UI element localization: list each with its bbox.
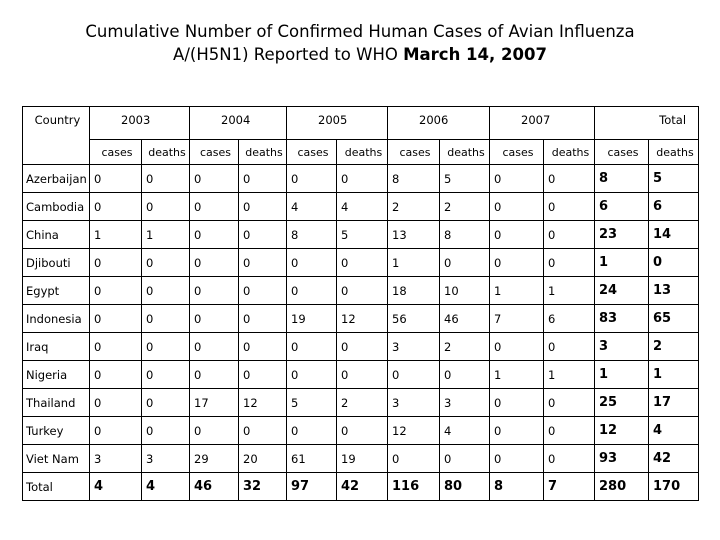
table-row [23,361,699,389]
cases-cell: 0 [490,445,544,473]
deaths-cell: 8 [440,221,490,249]
deaths-cell: 4 [440,417,490,445]
deaths-cell: 0 [142,305,190,333]
table-row [23,389,699,417]
deaths-cell: 0 [239,249,287,277]
cases-cell: 8 [388,165,440,193]
deaths-cell: 80 [440,473,490,501]
cases-cell: 12 [595,417,649,445]
cases-cell: 0 [490,333,544,361]
country-cell: Turkey [23,417,90,445]
cases-cell: 0 [190,221,239,249]
cases-cell: 0 [287,361,337,389]
cases-cell: 18 [388,277,440,305]
cases-cell: 1 [490,361,544,389]
year-header-2003: 2003 [90,107,190,140]
cases-cell: 0 [490,165,544,193]
deaths-cell: 0 [440,445,490,473]
cases-cell: 1 [388,249,440,277]
deaths-cell: 0 [142,249,190,277]
cases-cell: 0 [190,305,239,333]
deaths-cell: 0 [142,333,190,361]
country-cell: Total [23,473,90,501]
deaths-cell: 0 [142,389,190,417]
country-header: Country [23,107,90,165]
subheader-deaths: deaths [239,140,287,165]
cases-cell: 97 [287,473,337,501]
deaths-cell: 0 [544,193,595,221]
cases-cell: 2 [388,193,440,221]
title-line-1: Cumulative Number of Confirmed Human Cases of Avian Influenza [85,22,635,41]
deaths-cell: 3 [440,389,490,417]
cases-cell: 3 [90,445,142,473]
cases-cell: 8 [490,473,544,501]
deaths-cell: 2 [337,389,388,417]
cases-cell: 116 [388,473,440,501]
cases-cell: 0 [90,277,142,305]
deaths-cell: 4 [337,193,388,221]
title-date: March 14, 2007 [403,45,547,64]
deaths-cell: 0 [544,249,595,277]
deaths-cell: 0 [337,165,388,193]
deaths-cell: 42 [337,473,388,501]
cases-cell: 0 [90,417,142,445]
cases-cell: 83 [595,305,649,333]
cases-cell: 0 [190,333,239,361]
cases-cell: 8 [595,165,649,193]
deaths-cell: 20 [239,445,287,473]
table-row [23,193,699,221]
deaths-cell: 0 [239,277,287,305]
cases-cell: 5 [287,389,337,417]
deaths-cell: 32 [239,473,287,501]
cases-cell: 56 [388,305,440,333]
deaths-cell: 4 [649,417,699,445]
deaths-cell: 4 [142,473,190,501]
cases-cell: 4 [90,473,142,501]
deaths-cell: 1 [544,277,595,305]
cases-cell: 1 [595,361,649,389]
cases-cell: 0 [388,445,440,473]
deaths-cell: 1 [649,361,699,389]
deaths-cell: 2 [440,333,490,361]
table-row [23,277,699,305]
deaths-cell: 0 [649,249,699,277]
table-row [23,249,699,277]
subheader-deaths: deaths [544,140,595,165]
cases-cell: 0 [490,221,544,249]
deaths-cell: 0 [544,333,595,361]
deaths-cell: 5 [649,165,699,193]
deaths-cell: 19 [337,445,388,473]
cases-cell: 7 [490,305,544,333]
deaths-cell: 0 [544,221,595,249]
cases-cell: 3 [388,333,440,361]
deaths-cell: 65 [649,305,699,333]
country-cell: Azerbaijan [23,165,90,193]
cases-cell: 0 [490,193,544,221]
cases-cell: 0 [90,193,142,221]
subheader-deaths: deaths [649,140,699,165]
deaths-cell: 0 [337,361,388,389]
cases-cell: 0 [190,361,239,389]
subheader-cases: cases [287,140,337,165]
cases-cell: 0 [90,305,142,333]
cases-cell: 0 [490,389,544,417]
cases-cell: 61 [287,445,337,473]
cases-cell: 29 [190,445,239,473]
deaths-cell: 2 [649,333,699,361]
cases-cell: 4 [287,193,337,221]
cases-cell: 19 [287,305,337,333]
deaths-cell: 0 [337,417,388,445]
subheader-row [23,140,699,165]
deaths-cell: 0 [239,193,287,221]
year-header-2005: 2005 [287,107,388,140]
cases-cell: 0 [190,249,239,277]
deaths-cell: 0 [440,249,490,277]
deaths-cell: 6 [544,305,595,333]
table-row [23,165,699,193]
subheader-deaths: deaths [440,140,490,165]
country-cell: Indonesia [23,305,90,333]
deaths-cell: 14 [649,221,699,249]
cases-cell: 3 [388,389,440,417]
subheader-deaths: deaths [142,140,190,165]
deaths-cell: 0 [337,333,388,361]
country-cell: Nigeria [23,361,90,389]
year-header-2007: 2007 [490,107,595,140]
total-row [23,473,699,501]
deaths-cell: 0 [239,333,287,361]
country-cell: Egypt [23,277,90,305]
cases-cell: 0 [90,165,142,193]
deaths-cell: 0 [239,305,287,333]
subheader-cases: cases [388,140,440,165]
cases-cell: 0 [90,249,142,277]
deaths-cell: 10 [440,277,490,305]
subheader-cases: cases [595,140,649,165]
deaths-cell: 3 [142,445,190,473]
deaths-cell: 12 [239,389,287,417]
table-row [23,445,699,473]
year-header-2006: 2006 [388,107,490,140]
deaths-cell: 0 [544,445,595,473]
cases-cell: 12 [388,417,440,445]
cases-cell: 1 [90,221,142,249]
country-cell: China [23,221,90,249]
cases-cell: 0 [287,277,337,305]
deaths-cell: 0 [544,389,595,417]
cases-cell: 93 [595,445,649,473]
deaths-cell: 0 [142,193,190,221]
cases-cell: 0 [190,277,239,305]
cases-cell: 0 [490,417,544,445]
deaths-cell: 42 [649,445,699,473]
page-title [0,20,720,66]
deaths-cell: 0 [142,165,190,193]
title-line-2 [0,43,720,66]
cases-cell: 46 [190,473,239,501]
country-cell: Viet Nam [23,445,90,473]
deaths-cell: 0 [544,417,595,445]
cases-cell: 0 [388,361,440,389]
cases-cell: 23 [595,221,649,249]
deaths-cell: 12 [337,305,388,333]
deaths-cell: 0 [239,221,287,249]
deaths-cell: 0 [239,165,287,193]
deaths-cell: 0 [544,165,595,193]
cases-cell: 0 [190,193,239,221]
cases-cell: 0 [287,165,337,193]
deaths-cell: 6 [649,193,699,221]
cases-cell: 0 [287,333,337,361]
deaths-cell: 170 [649,473,699,501]
cases-cell: 6 [595,193,649,221]
cases-cell: 1 [490,277,544,305]
cases-cell: 0 [287,417,337,445]
deaths-cell: 5 [337,221,388,249]
deaths-cell: 13 [649,277,699,305]
country-cell: Thailand [23,389,90,417]
table-row [23,333,699,361]
table-row [23,305,699,333]
subheader-cases: cases [490,140,544,165]
cases-cell: 17 [190,389,239,417]
deaths-cell: 0 [142,417,190,445]
deaths-cell: 0 [337,277,388,305]
cases-cell: 0 [90,333,142,361]
cases-cell: 0 [90,389,142,417]
deaths-cell: 17 [649,389,699,417]
deaths-cell: 1 [544,361,595,389]
table-row [23,221,699,249]
cases-cell: 25 [595,389,649,417]
country-cell: Cambodia [23,193,90,221]
deaths-cell: 5 [440,165,490,193]
deaths-cell: 0 [142,361,190,389]
cases-cell: 0 [90,361,142,389]
cases-table [22,106,699,501]
cases-cell: 0 [190,417,239,445]
country-cell: Iraq [23,333,90,361]
deaths-cell: 0 [440,361,490,389]
year-header-total: Total [595,107,699,140]
country-cell: Djibouti [23,249,90,277]
cases-cell: 0 [287,249,337,277]
subheader-cases: cases [90,140,142,165]
cases-cell: 24 [595,277,649,305]
year-header-2004: 2004 [190,107,287,140]
table-row [23,417,699,445]
deaths-cell: 7 [544,473,595,501]
cases-cell: 280 [595,473,649,501]
year-header-row [23,107,699,140]
deaths-cell: 2 [440,193,490,221]
deaths-cell: 0 [239,361,287,389]
title-line-2-prefix: A/(H5N1) Reported to WHO [173,45,398,64]
deaths-cell: 0 [142,277,190,305]
subheader-cases: cases [190,140,239,165]
cases-cell: 13 [388,221,440,249]
deaths-cell: 1 [142,221,190,249]
cases-cell: 8 [287,221,337,249]
deaths-cell: 0 [239,417,287,445]
cases-cell: 0 [490,249,544,277]
deaths-cell: 46 [440,305,490,333]
cases-cell: 1 [595,249,649,277]
subheader-deaths: deaths [337,140,388,165]
cases-cell: 3 [595,333,649,361]
cases-cell: 0 [190,165,239,193]
deaths-cell: 0 [337,249,388,277]
